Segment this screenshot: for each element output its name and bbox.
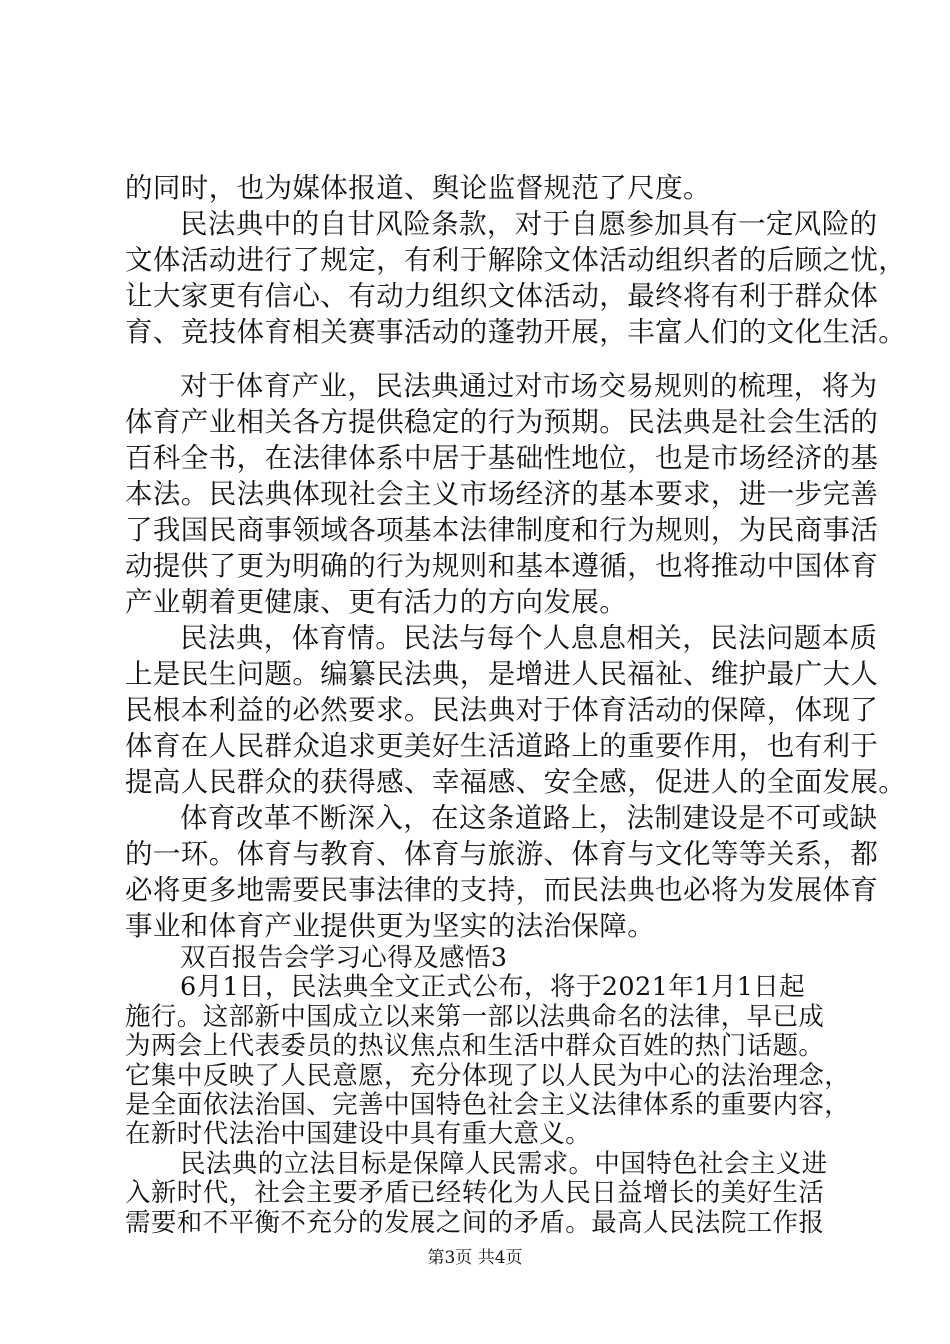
text-line: 了我国民商事领域各项基本法律制度和行为规则，为民商事活 bbox=[125, 514, 879, 546]
text-line: 入新时代，社会主要矛盾已经转化为人民日益增长的美好生活 bbox=[125, 1178, 825, 1209]
text-line: 它集中反映了人民意愿，充分体现了以人民为中心的法治理念， bbox=[125, 1060, 851, 1091]
text-line: 动提供了更为明确的行为规则和基本遵循，也将推动中国体育 bbox=[125, 550, 879, 582]
text-line: 施行。这部新中国成立以来第一部以法典命名的法律，早已成 bbox=[125, 1001, 825, 1032]
section-heading: 双百报告会学习心得及感悟3 bbox=[180, 943, 508, 973]
text-line: 育、竞技体育相关赛事活动的蓬勃开展，丰富人们的文化生活。 bbox=[125, 316, 907, 348]
text-line: 民法典的立法目标是保障人民需求。中国特色社会主义进 bbox=[180, 1148, 828, 1179]
text-line: 需要和不平衡不充分的发展之间的矛盾。最高人民法院工作报 bbox=[125, 1207, 825, 1238]
text-line: 体育在人民群众追求更美好生活道路上的重要作用，也有利于 bbox=[125, 730, 879, 762]
text-line: 的一环。体育与教育、体育与旅游、体育与文化等等关系，都 bbox=[125, 838, 879, 870]
page-number-footer: 第3页 共4页 bbox=[427, 1248, 523, 1268]
text-line: 必将更多地需要民事法律的支持，而民法典也必将为发展体育 bbox=[125, 874, 879, 906]
text-line: 上是民生问题。编纂民法典，是增进人民福祉、维护最广大人 bbox=[125, 658, 879, 690]
text-line: 民法典中的自甘风险条款，对于自愿参加具有一定风险的 bbox=[180, 208, 878, 240]
text-line: 是全面依法治国、完善中国特色社会主义法律体系的重要内容， bbox=[125, 1090, 851, 1120]
text-line: 在新时代法治中国建设中具有重大意义。 bbox=[125, 1119, 592, 1150]
text-line: 事业和体育产业提供更为坚实的法治保障。 bbox=[125, 910, 656, 942]
text-line: 提高人民群众的获得感、幸福感、安全感，促进人的全面发展。 bbox=[125, 766, 907, 798]
text-line: 体育产业相关各方提供稳定的行为预期。民法典是社会生活的 bbox=[125, 406, 879, 438]
text-line: 让大家更有信心、有动力组织文体活动，最终将有利于群众体 bbox=[125, 280, 879, 312]
text-line: 6月1日，民法典全文正式公布，将于2021年1月1日起 bbox=[180, 972, 806, 1003]
text-line: 产业朝着更健康、更有活力的方向发展。 bbox=[125, 586, 628, 618]
text-line: 体育改革不断深入，在这条道路上，法制建设是不可或缺 bbox=[180, 802, 878, 834]
text-line: 的同时，也为媒体报道、舆论监督规范了尺度。 bbox=[125, 172, 711, 204]
text-line: 百科全书，在法律体系中居于基础性地位，也是市场经济的基 bbox=[125, 442, 879, 474]
text-line: 文体活动进行了规定，有利于解除文体活动组织者的后顾之忧， bbox=[125, 244, 907, 276]
text-line: 本法。民法典体现社会主义市场经济的基本要求，进一步完善 bbox=[125, 478, 879, 510]
text-line: 为两会上代表委员的热议焦点和生活中群众百姓的热门话题。 bbox=[125, 1031, 825, 1062]
text-line: 民法典，体育情。民法与每个人息息相关，民法问题本质 bbox=[180, 622, 878, 654]
text-line: 对于体育产业，民法典通过对市场交易规则的梳理，将为 bbox=[180, 370, 878, 402]
text-line: 民根本利益的必然要求。民法典对于体育活动的保障，体现了 bbox=[125, 694, 879, 726]
